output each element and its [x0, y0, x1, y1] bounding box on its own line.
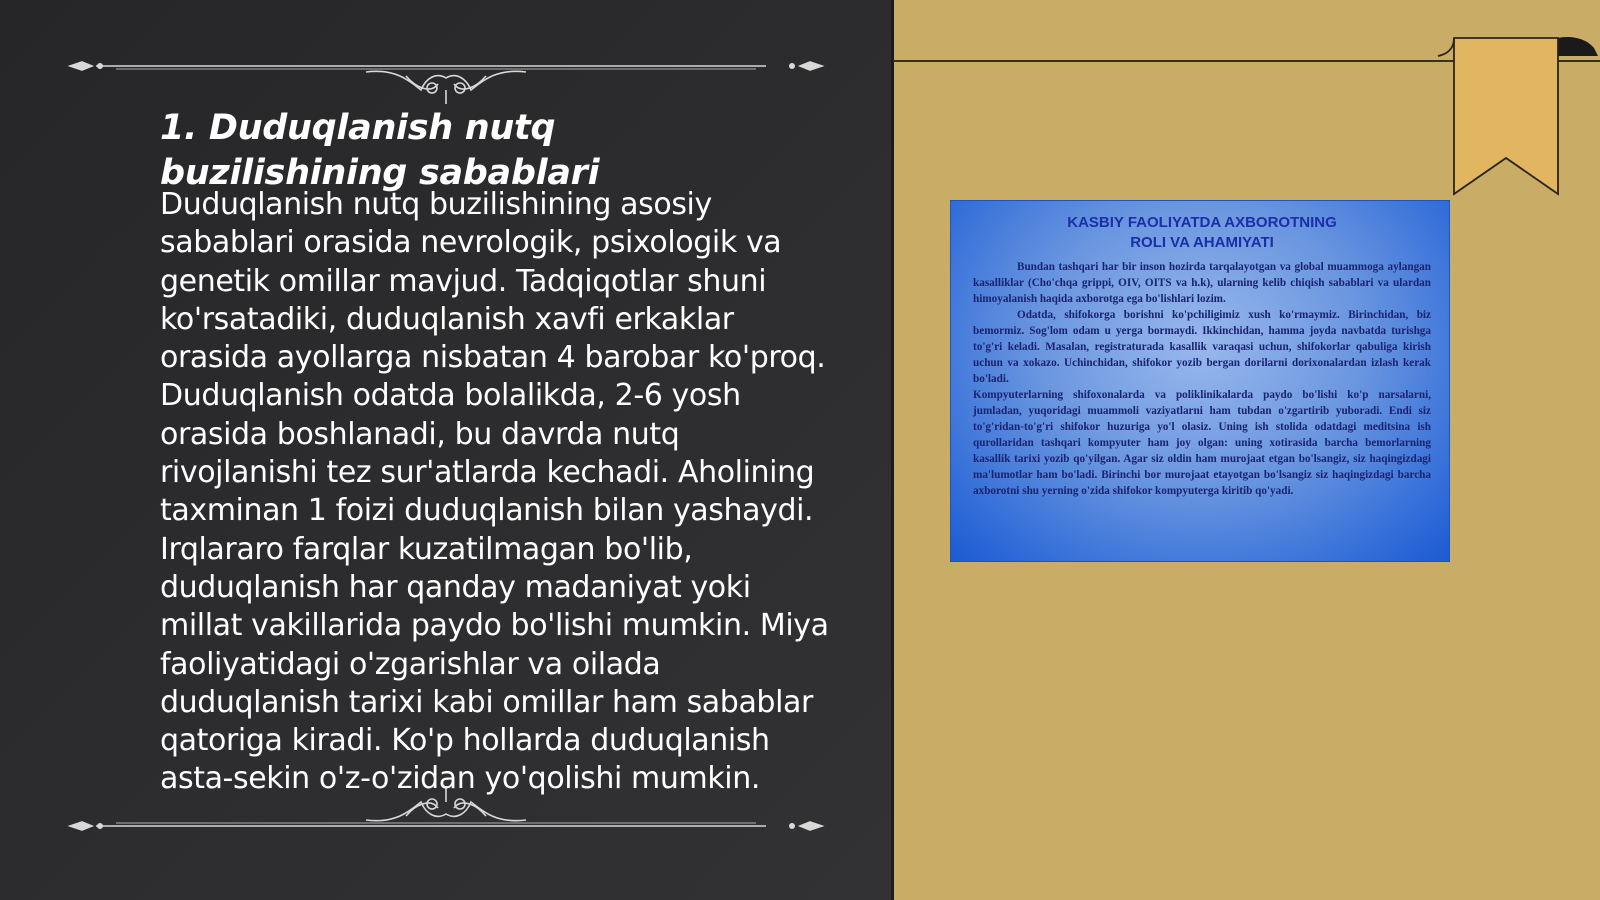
slide-title: 1. Duduqlanish nutq buzilishining sabablari: [160, 108, 600, 193]
bookmark-icon: [1434, 34, 1600, 200]
document-paragraph: Odatda, shifokorga borishni ko'pchiligimiz xush ko'rmaymiz. Birinchidan, biz bemormiz. Sog'lom odam u yerga bormaydi. Ikkinchidan, hamma joyda navbatda turishga to'g'ri keladi. Masalan, registraturada kasallik varaqasi uchun, shifokorlar qabuliga kirish uchun va xokazo. Uchinchidan, shifokor yozib bergan dorilarni dorixonalardan izlash kerak bo'ladi.: [973, 309, 1431, 385]
panel-divider: [891, 0, 894, 900]
document-title: [973, 213, 1431, 253]
document-title-line2: ROLI VA AHAMIYATI: [1130, 234, 1274, 251]
document-paragraph: Bundan tashqari har bir inson hozirda tarqalayotgan va global muammoga aylangan kasalliklar (Cho'chqa grippi, OIV, OITS va h.k), ularning kelib chiqish sabablari va ulardan himoyalanish haqida axborotga ega bo'lishlari lozim.: [973, 261, 1431, 305]
ornament-top-icon: [66, 44, 826, 104]
document-image: [950, 200, 1450, 562]
document-title-line1: KASBIY FAOLIYATDA AXBOROTNING: [1067, 214, 1337, 231]
slide-body-text: Duduqlanish nutq buzilishining asosiy sabablari orasida nevrologik, psixologik va genetik omillar mavjud. Tadqiqotlar shuni ko'rsatadiki, duduqlanish xavfi erkaklar orasida ayollarga nisbatan 4 barobar ko'proq. Duduqlanish odatda bolalikda, 2-6 yosh orasida boshlanadi, bu davrda nutq rivojlanishi tez sur'atlarda kechadi. Aholining taxminan 1 foizi duduqlanish bilan yashaydi. Irqlararo farqlar kuzatilmagan bo'lib, duduqlanish har qanday madaniyat yoki millat vakillarida paydo bo'lishi mumkin. Miya faoliyatidagi o'zgarishlar va oilada duduqlanish tarixi kabi omillar ham sabablar qatoriga kiradi. Ko'p hollarda duduqlanish asta-sekin o'z-o'zidan yo'qolishi mumkin.: [160, 187, 829, 797]
document-paragraph: Kompyuterlarning shifoxonalarda va poliklinikalarda paydo bo'lishi ko'p narsalarni, jumladan, yuqoridagi muammoli vaziyatlarni ham tubdan o'zgartirib yuboradi. Endi siz to'g'ridan-to'g'ri shifokor huzuriga yo'l olasiz. Uning ish stolida odatdagi meditsina ish qurollaridan tashqari kompyuter ham joy olgan: uning xotirasida barcha bemorlarning kasallik tarixi yozib qo'yilgan. Agar siz oldin ham murojaat etgan bo'lsangiz, siz haqingizdagi ma'lumotlar ham bo'ladi. Birinchi bor murojaat etayotgan bo'lsangiz siz haqingizdagi barcha axborotni shu yerning o'zida shifokor kompyuterga kiritib qo'yadi.: [973, 389, 1431, 497]
